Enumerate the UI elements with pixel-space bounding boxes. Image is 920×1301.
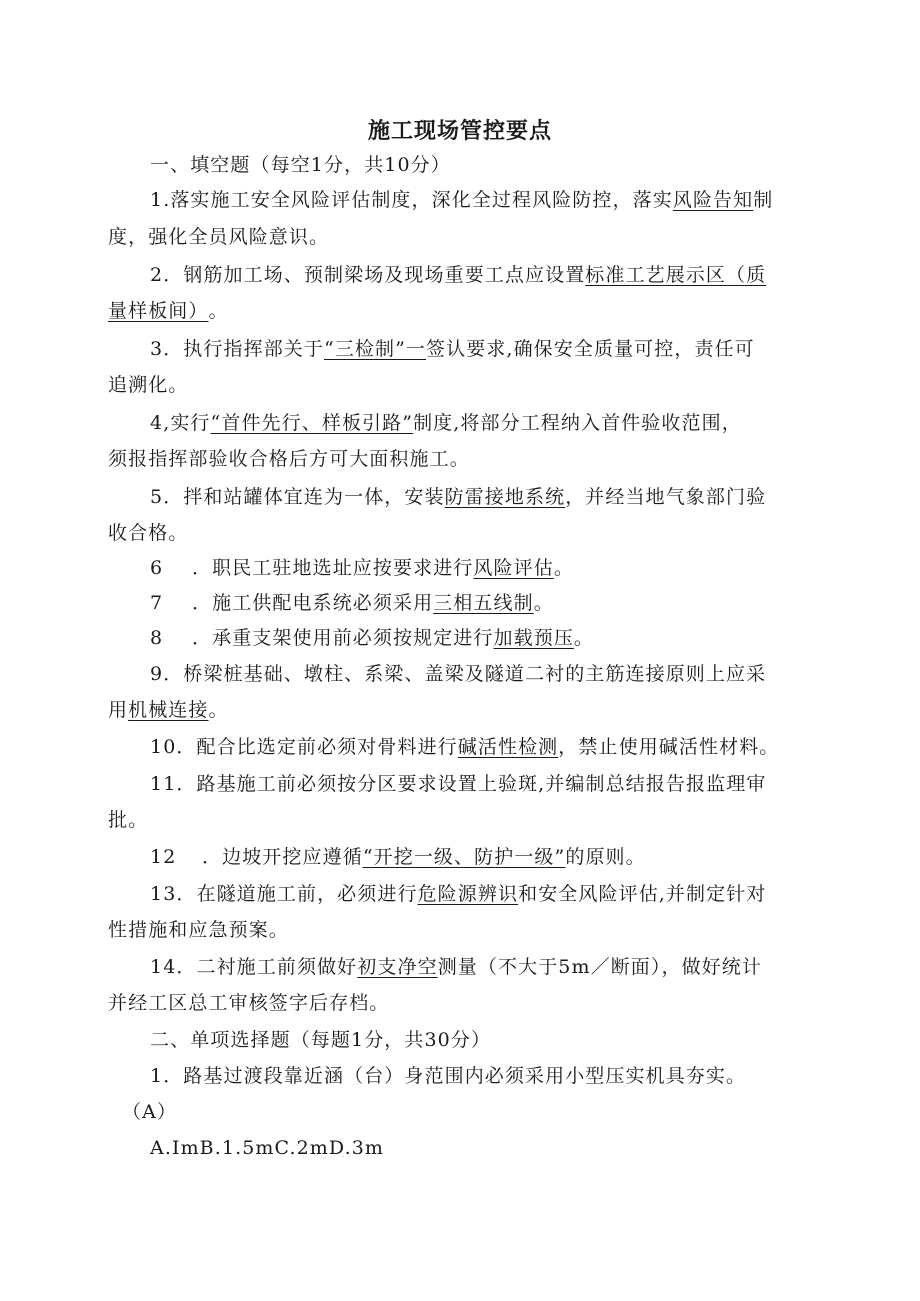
q13-answer: 危险源辨识 (417, 883, 519, 905)
q9-line1: 9．桥梁桩基础、墩柱、系梁、盖梁及隧道二衬的主筋连接原则上应采 (150, 663, 767, 685)
q5-text-end: ，并经当地气象部门验 (565, 486, 767, 508)
q12-text: ．边坡开挖应遵循 (202, 846, 363, 868)
q2-text: 2．钢筋加工场、预制梁场及现场重要工点应设置 (150, 264, 586, 286)
q8-line (150, 626, 594, 650)
q4-line1 (150, 411, 742, 435)
section2-heading: 二、单项选择题（每题1分，共30分） (150, 1029, 492, 1051)
q12-answer: “开挖一级、防护一级” (362, 846, 566, 868)
q13-line2: 性措施和应急预案。 (108, 919, 289, 941)
q10-text-end: ，禁止使用碱活性材料。 (558, 736, 780, 758)
q6-line (150, 556, 574, 580)
q11-line1: 11．路基施工前必须按分区要求设置上验斑,并编制总结报告报监理审 (150, 773, 767, 795)
q9-line2 (108, 698, 229, 722)
q7-text-end: 。 (533, 592, 554, 614)
q6-text: ．职民工驻地选址应按要求进行 (192, 557, 474, 579)
q14-text: 14．二衬施工前须做好 (150, 956, 358, 978)
q2-answer: 标准工艺展示区（质 (585, 264, 767, 286)
q10-line (150, 735, 779, 759)
q14-line1 (150, 955, 762, 979)
q9-answer: 机械连接 (128, 699, 209, 721)
q1-text: 1.落实施工安全风险评估制度，深化全过程风险防控，落实 (150, 189, 673, 211)
q10-text: 10．配合比选定前必须对骨料进行 (150, 736, 458, 758)
q13-text-end: 和安全风险评估,并制定针对 (518, 883, 767, 905)
q12-number: 12 (150, 846, 177, 868)
q3-text: 3．执行指挥部关于 (150, 338, 324, 360)
q14-line2: 并经工区总工审核签字后存档。 (108, 992, 390, 1014)
q2-answer-cont: 量样板间） (108, 300, 209, 322)
q7-line (150, 591, 554, 615)
q12-line (150, 845, 646, 869)
q5-line2: 收合格。 (108, 522, 189, 544)
q7-answer: 三相五线制 (433, 592, 534, 614)
q8-number: 8 (150, 627, 164, 649)
q3-line1 (150, 337, 755, 361)
q4-text: 4,实行 (150, 412, 211, 434)
q2-line1 (150, 263, 766, 287)
q3-line2: 追溯化。 (108, 374, 189, 396)
q5-line1 (150, 485, 766, 509)
q1-text-end: 制 (753, 189, 774, 211)
q4-text-end: 制度,将部分工程纳入首件验收范围， (413, 412, 742, 434)
q13-text: 13．在隧道施工前，必须进行 (150, 883, 418, 905)
q8-text-end: 。 (573, 627, 595, 649)
q2-text-end: 。 (208, 300, 229, 322)
q4-line2: 须报指挥部验收合格后方可大面积施工。 (108, 448, 470, 470)
q1-line1 (150, 188, 773, 212)
q14-answer: 初支净空 (357, 956, 438, 978)
mc-q1-text: 1．路基过渡段靠近涵（台）身范围内必须采用小型压实机具夯实。 (150, 1065, 747, 1087)
q9-text-end: 。 (208, 699, 229, 721)
q10-answer: 碱活性检测 (457, 736, 559, 758)
q7-number: 7 (150, 592, 164, 614)
q8-text: ．承重支架使用前必须按规定进行 (192, 627, 494, 649)
q12-text-end: 的原则。 (565, 846, 646, 868)
q7-text: ．施工供配电系统必须采用 (192, 592, 434, 614)
q14-text-end: 测量（不大于5m／断面），做好统计 (437, 956, 762, 978)
q8-answer: 加载预压 (493, 627, 574, 649)
mc-q1-answer: （A） (122, 1101, 178, 1123)
q6-number: 6 (150, 557, 164, 579)
q1-line2: 度，强化全员风险意识。 (108, 226, 330, 248)
q4-answer: “首件先行、样板引路” (210, 412, 414, 434)
q9-text-cont: 用 (108, 699, 129, 721)
q13-line1 (150, 882, 766, 906)
q5-answer: 防雷接地系统 (444, 486, 566, 508)
q3-text-end: 签认要求,确保安全质量可控，责任可 (426, 338, 755, 360)
q6-text-end: 。 (553, 557, 574, 579)
q1-answer: 风险告知 (672, 189, 754, 211)
mc-q1-options: A.ImB.1.5mC.2mD.3m (150, 1137, 385, 1159)
q2-line2 (108, 299, 229, 323)
page-title: 施工现场管控要点 (367, 119, 552, 144)
q6-answer: 风险评估 (473, 557, 554, 579)
q5-text: 5．拌和站罐体宜连为一体，安装 (150, 486, 445, 508)
q3-answer: “三检制”一 (324, 338, 427, 360)
q11-line2: 批。 (108, 809, 149, 831)
section1-heading: 一、填空题（每空1分，共10分） (150, 154, 451, 176)
